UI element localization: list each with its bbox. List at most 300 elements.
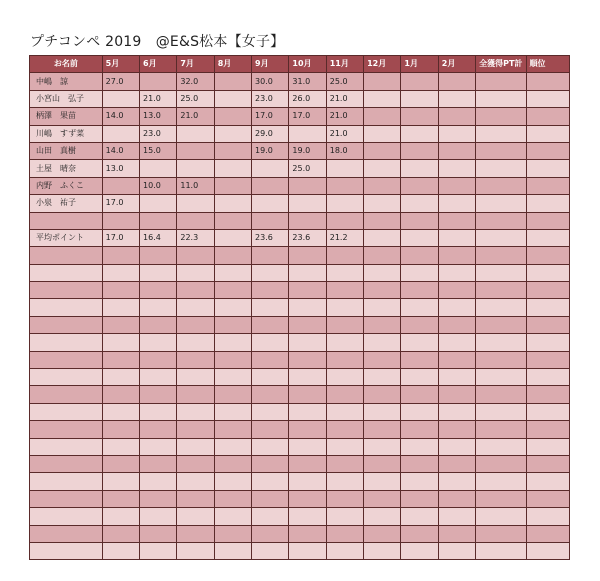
value-cell[interactable] [214, 229, 251, 246]
value-cell[interactable] [214, 542, 251, 559]
value-cell[interactable] [438, 212, 475, 229]
value-cell[interactable] [438, 125, 475, 142]
value-cell[interactable] [102, 369, 139, 386]
value-cell[interactable] [102, 264, 139, 281]
value-cell[interactable] [252, 542, 289, 559]
value-cell[interactable] [102, 247, 139, 264]
value-cell[interactable] [252, 490, 289, 507]
value-cell[interactable] [476, 386, 526, 403]
value-cell[interactable] [438, 421, 475, 438]
value-cell[interactable] [326, 403, 363, 420]
value-cell[interactable] [401, 108, 438, 125]
value-cell[interactable] [438, 473, 475, 490]
value-cell[interactable] [326, 160, 363, 177]
value-cell[interactable] [526, 438, 569, 455]
value-cell[interactable] [326, 282, 363, 299]
value-cell[interactable] [364, 90, 401, 107]
value-cell[interactable] [526, 282, 569, 299]
value-cell[interactable] [438, 369, 475, 386]
value-cell[interactable]: 23.6 [252, 229, 289, 246]
value-cell[interactable] [438, 177, 475, 194]
value-cell[interactable]: 27.0 [102, 73, 139, 90]
value-cell[interactable] [177, 316, 214, 333]
value-cell[interactable] [476, 177, 526, 194]
value-cell[interactable] [214, 108, 251, 125]
value-cell[interactable]: 14.0 [102, 108, 139, 125]
value-cell[interactable] [526, 264, 569, 281]
value-cell[interactable] [214, 160, 251, 177]
value-cell[interactable] [526, 369, 569, 386]
value-cell[interactable] [140, 438, 177, 455]
value-cell[interactable] [364, 299, 401, 316]
name-cell[interactable] [30, 212, 103, 229]
value-cell[interactable] [364, 316, 401, 333]
value-cell[interactable] [401, 490, 438, 507]
value-cell[interactable] [438, 455, 475, 472]
value-cell[interactable] [364, 160, 401, 177]
value-cell[interactable] [140, 473, 177, 490]
value-cell[interactable] [476, 542, 526, 559]
value-cell[interactable]: 25.0 [177, 90, 214, 107]
value-cell[interactable] [177, 351, 214, 368]
value-cell[interactable] [526, 403, 569, 420]
value-cell[interactable] [140, 525, 177, 542]
value-cell[interactable] [102, 90, 139, 107]
value-cell[interactable] [177, 525, 214, 542]
value-cell[interactable] [214, 525, 251, 542]
value-cell[interactable] [289, 212, 326, 229]
value-cell[interactable] [252, 455, 289, 472]
value-cell[interactable] [476, 455, 526, 472]
value-cell[interactable] [102, 212, 139, 229]
value-cell[interactable] [438, 299, 475, 316]
value-cell[interactable] [252, 316, 289, 333]
name-cell[interactable] [30, 264, 103, 281]
value-cell[interactable] [364, 490, 401, 507]
value-cell[interactable] [214, 177, 251, 194]
value-cell[interactable] [364, 229, 401, 246]
value-cell[interactable] [214, 490, 251, 507]
value-cell[interactable] [102, 490, 139, 507]
value-cell[interactable] [177, 264, 214, 281]
value-cell[interactable] [102, 386, 139, 403]
value-cell[interactable] [289, 473, 326, 490]
value-cell[interactable] [476, 73, 526, 90]
value-cell[interactable] [252, 212, 289, 229]
value-cell[interactable] [364, 473, 401, 490]
value-cell[interactable] [102, 525, 139, 542]
value-cell[interactable] [252, 334, 289, 351]
value-cell[interactable] [476, 142, 526, 159]
name-cell[interactable]: 山田 真樹 [30, 142, 103, 159]
value-cell[interactable] [214, 334, 251, 351]
name-cell[interactable] [30, 542, 103, 559]
value-cell[interactable] [177, 473, 214, 490]
value-cell[interactable] [401, 177, 438, 194]
value-cell[interactable] [476, 299, 526, 316]
value-cell[interactable] [364, 177, 401, 194]
value-cell[interactable] [289, 490, 326, 507]
value-cell[interactable] [401, 542, 438, 559]
value-cell[interactable] [140, 421, 177, 438]
value-cell[interactable] [438, 264, 475, 281]
value-cell[interactable] [526, 177, 569, 194]
value-cell[interactable]: 21.2 [326, 229, 363, 246]
value-cell[interactable] [476, 490, 526, 507]
value-cell[interactable] [214, 264, 251, 281]
value-cell[interactable] [476, 421, 526, 438]
value-cell[interactable] [326, 299, 363, 316]
value-cell[interactable] [214, 299, 251, 316]
value-cell[interactable] [438, 282, 475, 299]
value-cell[interactable] [140, 212, 177, 229]
value-cell[interactable] [326, 438, 363, 455]
value-cell[interactable] [177, 212, 214, 229]
value-cell[interactable]: 30.0 [252, 73, 289, 90]
value-cell[interactable] [102, 421, 139, 438]
value-cell[interactable] [438, 334, 475, 351]
value-cell[interactable] [214, 369, 251, 386]
value-cell[interactable]: 18.0 [326, 142, 363, 159]
value-cell[interactable] [476, 247, 526, 264]
value-cell[interactable] [438, 525, 475, 542]
value-cell[interactable] [476, 125, 526, 142]
value-cell[interactable] [177, 508, 214, 525]
value-cell[interactable] [140, 369, 177, 386]
value-cell[interactable] [438, 160, 475, 177]
value-cell[interactable] [140, 542, 177, 559]
value-cell[interactable] [476, 316, 526, 333]
value-cell[interactable] [476, 334, 526, 351]
value-cell[interactable] [401, 160, 438, 177]
name-cell[interactable]: 内野 ふくこ [30, 177, 103, 194]
value-cell[interactable] [289, 403, 326, 420]
value-cell[interactable] [401, 508, 438, 525]
name-cell[interactable] [30, 351, 103, 368]
value-cell[interactable]: 21.0 [326, 125, 363, 142]
name-cell[interactable] [30, 421, 103, 438]
value-cell[interactable] [526, 90, 569, 107]
value-cell[interactable] [438, 351, 475, 368]
value-cell[interactable] [438, 403, 475, 420]
value-cell[interactable] [140, 455, 177, 472]
name-cell[interactable] [30, 247, 103, 264]
value-cell[interactable] [102, 351, 139, 368]
value-cell[interactable] [252, 369, 289, 386]
value-cell[interactable] [476, 369, 526, 386]
value-cell[interactable] [102, 508, 139, 525]
value-cell[interactable] [526, 421, 569, 438]
name-cell[interactable] [30, 316, 103, 333]
value-cell[interactable] [252, 177, 289, 194]
value-cell[interactable] [401, 90, 438, 107]
value-cell[interactable] [289, 334, 326, 351]
value-cell[interactable] [401, 316, 438, 333]
name-cell[interactable]: 平均ポイント [30, 229, 103, 246]
value-cell[interactable] [289, 247, 326, 264]
value-cell[interactable] [326, 542, 363, 559]
name-cell[interactable] [30, 508, 103, 525]
value-cell[interactable] [177, 282, 214, 299]
value-cell[interactable] [326, 316, 363, 333]
value-cell[interactable] [214, 386, 251, 403]
value-cell[interactable] [526, 73, 569, 90]
value-cell[interactable] [364, 334, 401, 351]
value-cell[interactable] [476, 195, 526, 212]
value-cell[interactable] [438, 108, 475, 125]
name-cell[interactable]: 川嶋 すず菜 [30, 125, 103, 142]
value-cell[interactable]: 14.0 [102, 142, 139, 159]
value-cell[interactable] [326, 421, 363, 438]
value-cell[interactable] [289, 542, 326, 559]
value-cell[interactable]: 13.0 [140, 108, 177, 125]
value-cell[interactable] [364, 108, 401, 125]
name-cell[interactable] [30, 334, 103, 351]
value-cell[interactable]: 16.4 [140, 229, 177, 246]
value-cell[interactable] [214, 438, 251, 455]
value-cell[interactable] [252, 195, 289, 212]
value-cell[interactable] [289, 525, 326, 542]
value-cell[interactable] [177, 386, 214, 403]
value-cell[interactable] [526, 455, 569, 472]
value-cell[interactable] [401, 282, 438, 299]
value-cell[interactable] [177, 369, 214, 386]
value-cell[interactable] [526, 473, 569, 490]
value-cell[interactable] [526, 108, 569, 125]
value-cell[interactable] [252, 473, 289, 490]
value-cell[interactable] [526, 142, 569, 159]
value-cell[interactable] [177, 299, 214, 316]
value-cell[interactable] [401, 299, 438, 316]
value-cell[interactable]: 17.0 [102, 195, 139, 212]
value-cell[interactable] [214, 421, 251, 438]
value-cell[interactable]: 17.0 [102, 229, 139, 246]
value-cell[interactable] [438, 508, 475, 525]
value-cell[interactable] [401, 125, 438, 142]
value-cell[interactable] [526, 299, 569, 316]
value-cell[interactable] [140, 160, 177, 177]
value-cell[interactable] [526, 490, 569, 507]
value-cell[interactable] [326, 264, 363, 281]
value-cell[interactable] [289, 508, 326, 525]
value-cell[interactable] [326, 334, 363, 351]
value-cell[interactable] [364, 421, 401, 438]
value-cell[interactable]: 25.0 [326, 73, 363, 90]
value-cell[interactable] [140, 299, 177, 316]
value-cell[interactable] [214, 351, 251, 368]
value-cell[interactable] [364, 403, 401, 420]
value-cell[interactable] [140, 195, 177, 212]
value-cell[interactable]: 15.0 [140, 142, 177, 159]
value-cell[interactable]: 11.0 [177, 177, 214, 194]
value-cell[interactable] [526, 212, 569, 229]
value-cell[interactable] [526, 229, 569, 246]
value-cell[interactable] [326, 247, 363, 264]
value-cell[interactable] [401, 195, 438, 212]
value-cell[interactable]: 10.0 [140, 177, 177, 194]
value-cell[interactable] [476, 438, 526, 455]
name-cell[interactable]: 小泉 祐子 [30, 195, 103, 212]
value-cell[interactable] [177, 160, 214, 177]
value-cell[interactable] [214, 282, 251, 299]
value-cell[interactable] [326, 369, 363, 386]
value-cell[interactable] [252, 160, 289, 177]
value-cell[interactable] [438, 247, 475, 264]
value-cell[interactable] [401, 212, 438, 229]
value-cell[interactable] [364, 525, 401, 542]
value-cell[interactable] [438, 229, 475, 246]
value-cell[interactable] [438, 542, 475, 559]
value-cell[interactable] [476, 212, 526, 229]
value-cell[interactable] [526, 160, 569, 177]
name-cell[interactable] [30, 455, 103, 472]
value-cell[interactable]: 23.0 [140, 125, 177, 142]
name-cell[interactable] [30, 525, 103, 542]
value-cell[interactable] [102, 282, 139, 299]
name-cell[interactable] [30, 403, 103, 420]
value-cell[interactable] [364, 195, 401, 212]
value-cell[interactable] [526, 525, 569, 542]
value-cell[interactable] [177, 542, 214, 559]
value-cell[interactable]: 31.0 [289, 73, 326, 90]
value-cell[interactable] [476, 403, 526, 420]
value-cell[interactable] [526, 542, 569, 559]
value-cell[interactable] [214, 195, 251, 212]
value-cell[interactable] [289, 282, 326, 299]
value-cell[interactable] [476, 508, 526, 525]
name-cell[interactable] [30, 438, 103, 455]
name-cell[interactable] [30, 299, 103, 316]
value-cell[interactable]: 32.0 [177, 73, 214, 90]
value-cell[interactable]: 26.0 [289, 90, 326, 107]
value-cell[interactable] [102, 299, 139, 316]
name-cell[interactable]: 柄澤 果苗 [30, 108, 103, 125]
value-cell[interactable] [140, 508, 177, 525]
value-cell[interactable] [401, 369, 438, 386]
value-cell[interactable] [326, 455, 363, 472]
value-cell[interactable] [289, 351, 326, 368]
value-cell[interactable] [401, 351, 438, 368]
value-cell[interactable] [438, 386, 475, 403]
value-cell[interactable] [214, 473, 251, 490]
value-cell[interactable] [438, 90, 475, 107]
value-cell[interactable] [214, 90, 251, 107]
value-cell[interactable] [326, 386, 363, 403]
value-cell[interactable] [326, 473, 363, 490]
value-cell[interactable] [476, 473, 526, 490]
value-cell[interactable] [289, 421, 326, 438]
value-cell[interactable] [364, 142, 401, 159]
value-cell[interactable] [438, 438, 475, 455]
value-cell[interactable] [526, 334, 569, 351]
value-cell[interactable] [214, 403, 251, 420]
value-cell[interactable] [438, 142, 475, 159]
value-cell[interactable] [401, 455, 438, 472]
value-cell[interactable] [526, 125, 569, 142]
value-cell[interactable] [102, 473, 139, 490]
value-cell[interactable] [214, 508, 251, 525]
value-cell[interactable] [476, 525, 526, 542]
value-cell[interactable] [252, 403, 289, 420]
value-cell[interactable] [364, 247, 401, 264]
value-cell[interactable] [364, 282, 401, 299]
value-cell[interactable] [401, 247, 438, 264]
value-cell[interactable] [476, 264, 526, 281]
value-cell[interactable] [102, 403, 139, 420]
value-cell[interactable] [252, 508, 289, 525]
value-cell[interactable] [177, 455, 214, 472]
value-cell[interactable] [214, 212, 251, 229]
value-cell[interactable] [364, 73, 401, 90]
name-cell[interactable]: 土屋 晴奈 [30, 160, 103, 177]
value-cell[interactable] [364, 542, 401, 559]
name-cell[interactable]: 中嶋 諒 [30, 73, 103, 90]
value-cell[interactable] [476, 282, 526, 299]
value-cell[interactable] [289, 438, 326, 455]
value-cell[interactable]: 17.0 [289, 108, 326, 125]
value-cell[interactable] [102, 316, 139, 333]
value-cell[interactable] [289, 125, 326, 142]
value-cell[interactable] [140, 316, 177, 333]
value-cell[interactable]: 13.0 [102, 160, 139, 177]
value-cell[interactable] [401, 403, 438, 420]
value-cell[interactable] [526, 508, 569, 525]
value-cell[interactable] [289, 386, 326, 403]
value-cell[interactable]: 17.0 [252, 108, 289, 125]
value-cell[interactable] [526, 386, 569, 403]
value-cell[interactable] [252, 247, 289, 264]
value-cell[interactable] [526, 351, 569, 368]
value-cell[interactable]: 21.0 [140, 90, 177, 107]
value-cell[interactable] [326, 351, 363, 368]
value-cell[interactable]: 22.3 [177, 229, 214, 246]
value-cell[interactable] [326, 212, 363, 229]
value-cell[interactable] [476, 351, 526, 368]
value-cell[interactable] [289, 299, 326, 316]
value-cell[interactable] [438, 73, 475, 90]
value-cell[interactable]: 21.0 [326, 108, 363, 125]
value-cell[interactable] [177, 142, 214, 159]
value-cell[interactable] [364, 438, 401, 455]
value-cell[interactable]: 23.6 [289, 229, 326, 246]
value-cell[interactable] [177, 247, 214, 264]
value-cell[interactable] [289, 264, 326, 281]
value-cell[interactable]: 21.0 [177, 108, 214, 125]
value-cell[interactable] [140, 73, 177, 90]
name-cell[interactable] [30, 473, 103, 490]
value-cell[interactable] [289, 369, 326, 386]
value-cell[interactable] [102, 455, 139, 472]
value-cell[interactable] [401, 421, 438, 438]
value-cell[interactable] [252, 421, 289, 438]
name-cell[interactable] [30, 386, 103, 403]
value-cell[interactable] [364, 125, 401, 142]
value-cell[interactable] [326, 195, 363, 212]
value-cell[interactable] [401, 386, 438, 403]
value-cell[interactable] [102, 438, 139, 455]
value-cell[interactable] [289, 177, 326, 194]
value-cell[interactable] [252, 525, 289, 542]
value-cell[interactable] [438, 316, 475, 333]
value-cell[interactable] [401, 142, 438, 159]
value-cell[interactable] [214, 316, 251, 333]
value-cell[interactable] [214, 247, 251, 264]
value-cell[interactable] [401, 229, 438, 246]
value-cell[interactable] [140, 247, 177, 264]
value-cell[interactable] [526, 247, 569, 264]
value-cell[interactable] [252, 386, 289, 403]
value-cell[interactable] [401, 525, 438, 542]
